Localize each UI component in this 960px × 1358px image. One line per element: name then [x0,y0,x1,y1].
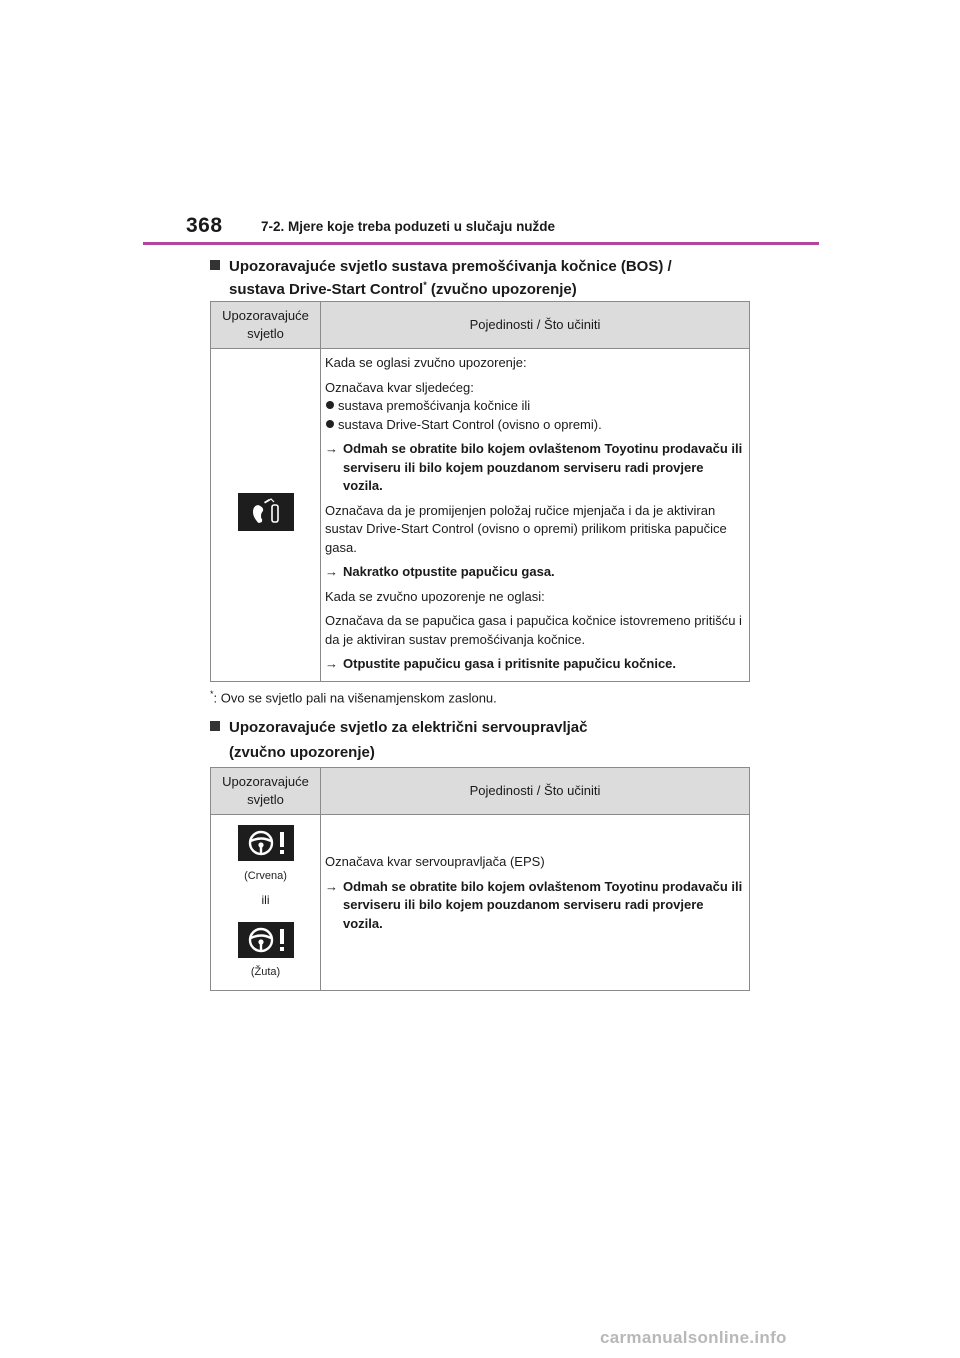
section1-heading-line2 [210,276,672,299]
heading-part: sustava Drive-Start Control [229,281,424,298]
bullet-item [325,397,744,416]
red-caption: (Crvena) [244,869,287,882]
bullet-icon [326,401,334,409]
bullet-text: sustava premošćivanja kočnice ili [338,398,531,413]
text-line: Označava kvar sljedećeg: [325,379,474,395]
heading-square-icon [210,721,220,731]
arrow-icon: → [325,656,338,671]
icon-cell [211,349,321,682]
action-label: Odmah se obratite bilo kojem ovlaštenom Toyotinu prodavaču ili serviseru ili bilo kojem pouzdanom serviseru radi provjere vozila. [343,441,743,493]
text-line: Kada se zvučno upozorenje ne oglasi: [325,588,545,604]
col-details: Pojedinosti / Što učiniti [321,302,750,349]
arrow-icon: → [325,441,338,456]
header-rule [143,242,819,245]
bullet-item [325,416,744,435]
section1-heading [210,257,672,299]
text-line: Označava da se papučica gasa i papučica kočnice istovremeno pritišću i da je aktiviran sustav premošćivanja kočnice. [325,613,742,647]
col-warning-light: Upozoravajuće svjetlo [211,768,321,815]
steering-warning-icon-red [238,825,294,861]
steering-warning-icon-yellow [238,922,294,958]
table-header-row [211,302,750,349]
action-text [325,655,744,674]
text-line: Označava da je promijenjen položaj ručice mjenjača i da je aktiviran sustav Drive-Start Control (ovisno o opremi) prilikom pritiska papučice gasa. [325,502,727,555]
heading-star: * [423,280,427,290]
section2-heading-line1: Upozoravajuće svjetlo za električni servoupravljač [229,719,588,736]
section2-heading-line2: (zvučno upozorenje) [229,744,375,761]
yellow-caption: (Žuta) [250,966,281,978]
section2-heading [210,717,588,764]
arrow-icon: → [325,564,338,579]
action-label: Nakratko otpustite papučicu gasa. [343,564,555,579]
table-header-row [211,768,750,815]
bullet-text: sustava Drive-Start Control (ovisno o opremi). [338,416,602,432]
watermark: carmanualsonline.info [600,1328,787,1347]
brake-override-warning-icon [238,493,294,531]
table-row [211,815,750,991]
text-line: Označava kvar servoupravljača (EPS) [325,854,545,869]
section1-heading-line1: Upozoravajuće svjetlo sustava premošćivanja kočnice (BOS) / [229,258,672,275]
eps-warning-table [210,767,750,991]
action-text [325,878,744,934]
action-label: Odmah se obratite bilo kojem ovlaštenom Toyotinu prodavaču ili serviseru ili bilo kojem pouzdanom serviseru radi provjere vozila. [343,878,743,931]
col-warning-light: Upozoravajuće svjetlo [211,302,321,349]
col-details: Pojedinosti / Što učiniti [321,768,750,815]
text-line: Kada se oglasi zvučno upozorenje: [325,355,527,370]
heading-square-icon [210,260,220,270]
action-label: Otpustite papučicu gasa i pritisnite papučicu kočnice. [343,656,677,671]
page-number: 368 [186,214,223,237]
icon-cell [211,815,321,991]
bullet-icon [326,420,334,428]
or-label: ili [261,893,270,907]
action-text [325,440,744,496]
heading-part: (zvučno upozorenje) [426,281,577,298]
section-title: 7-2. Mjere koje treba poduzeti u slučaju nužde [261,219,556,234]
bos-warning-table [210,301,750,682]
table-row [211,349,750,682]
footnote-text: : Ovo se svjetlo pali na višenamjenskom zaslonu. [213,690,497,706]
arrow-icon: → [325,878,338,894]
details-cell [321,349,750,682]
footnote [210,689,497,705]
details-cell [321,815,750,991]
action-text [325,563,744,582]
footnote-star: * [210,689,214,699]
